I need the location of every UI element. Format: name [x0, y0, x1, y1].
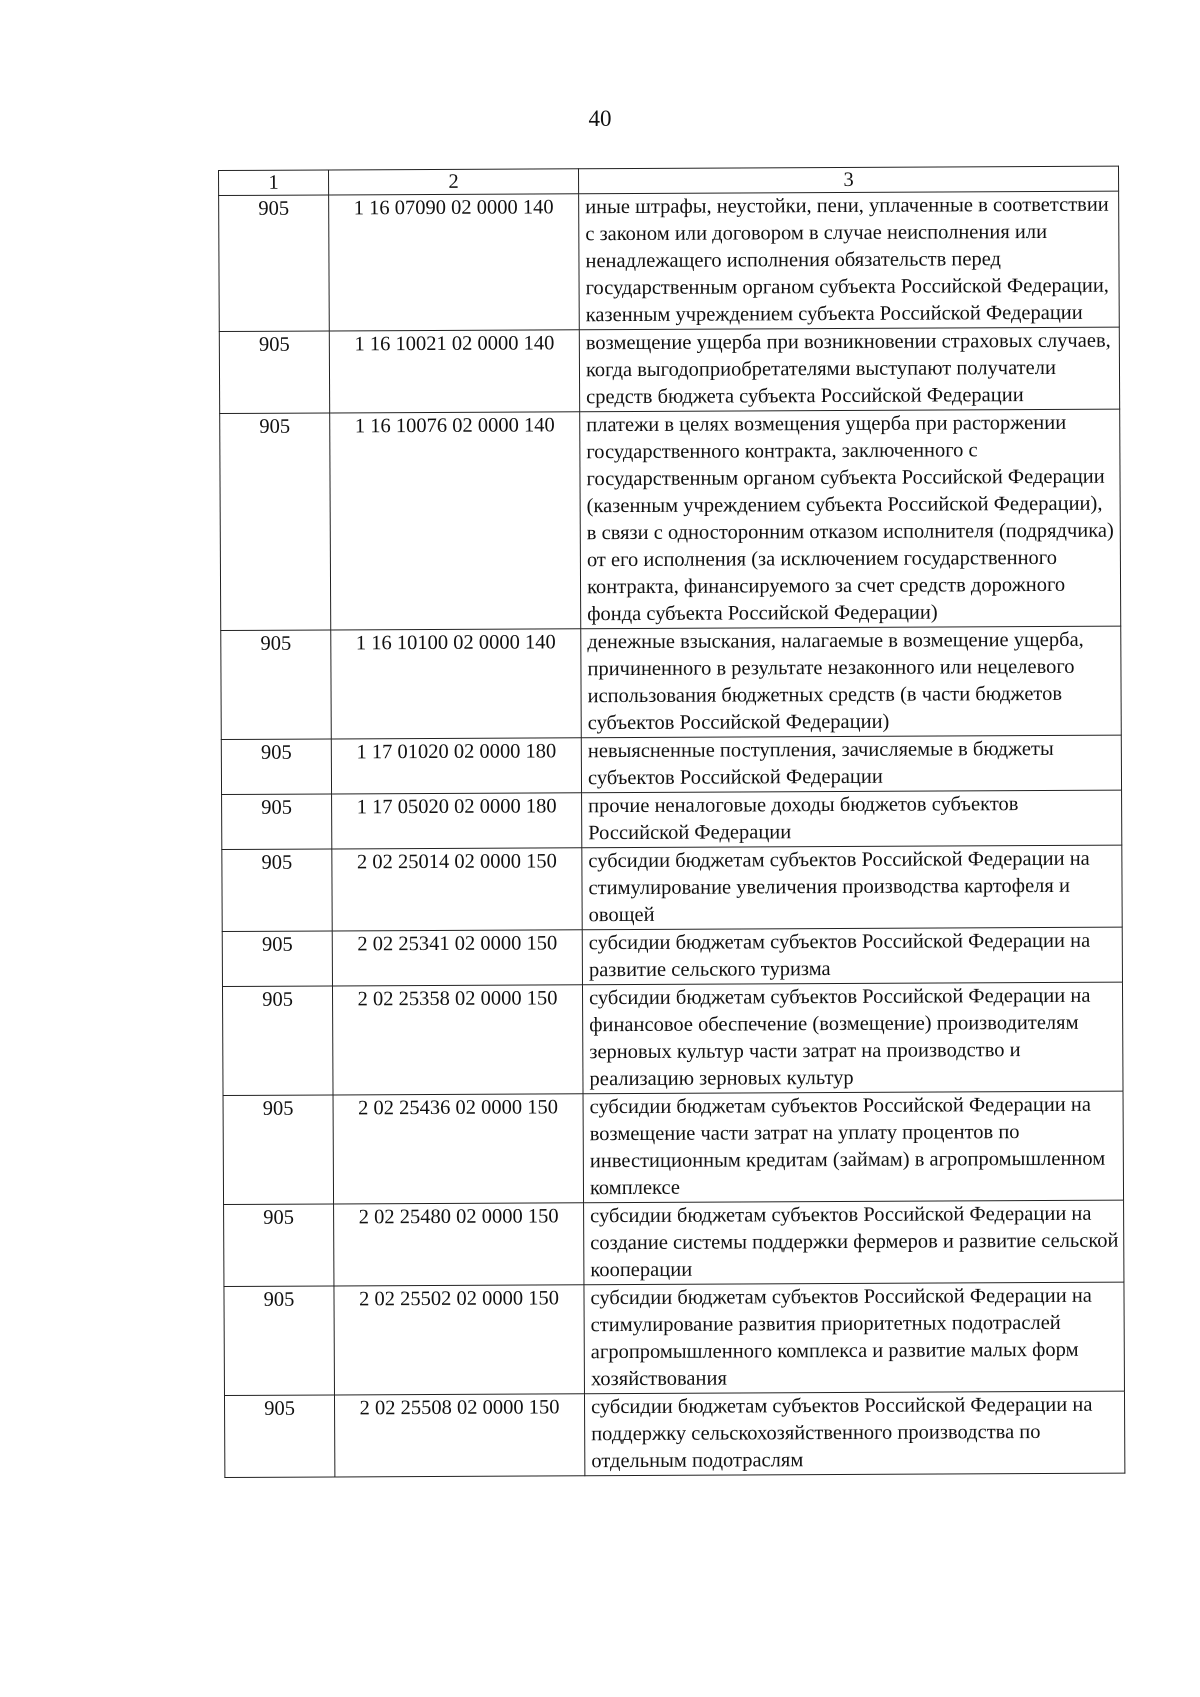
admin-code-cell: 905 [224, 1204, 334, 1287]
budget-classification-code-cell: 2 02 25508 02 0000 150 [334, 1394, 584, 1477]
admin-code-cell: 905 [221, 630, 332, 740]
budget-classification-code-cell: 2 02 25480 02 0000 150 [334, 1203, 584, 1286]
column-header-2: 2 [329, 169, 579, 195]
admin-code-cell: 905 [222, 794, 332, 850]
budget-classification-code-cell: 1 17 01020 02 0000 180 [331, 738, 581, 794]
table-row [219, 191, 1120, 331]
table-row [219, 327, 1119, 413]
revenue-description-cell: платежи в целях возмещения ущерба при расторжении государственного контракта, заключенного с государственным органом субъекта Российской Федерации (казенным учреждением субъекта Российской Федерации), в связи с односторонним отказом исполнителя (подрядчика) от его исполнения (за исключением государственного контракта, финансируемого за счет средств дорожного фонда субъекта Российской Федерации) [580, 409, 1121, 629]
budget-classification-code-cell: 1 16 07090 02 0000 140 [329, 194, 580, 331]
revenue-description-cell: субсидии бюджетам субъектов Российской Федерации на стимулирование развития приоритетных подотраслей агропромышленного комплекса и развитие малых форм хозяйствования [584, 1282, 1125, 1394]
revenue-codes-table [218, 166, 1125, 1478]
revenue-description-cell: невыясненные поступления, зачисляемые в бюджеты субъектов Российской Федерации [581, 735, 1121, 793]
admin-code-cell: 905 [222, 849, 332, 932]
table-row [222, 845, 1122, 931]
admin-code-cell: 905 [219, 331, 329, 414]
column-header-1: 1 [219, 170, 329, 196]
admin-code-cell: 905 [223, 1095, 334, 1205]
budget-classification-code-cell: 1 16 10100 02 0000 140 [331, 629, 582, 739]
budget-classification-code-cell: 2 02 25436 02 0000 150 [333, 1094, 584, 1204]
revenue-description-cell: субсидии бюджетам субъектов Российской Федерации на развитие сельского туризма [582, 927, 1122, 985]
budget-classification-code-cell: 1 16 10076 02 0000 140 [330, 412, 581, 630]
table-row [224, 1391, 1124, 1477]
budget-classification-code-cell: 2 02 25014 02 0000 150 [332, 848, 582, 931]
table-body [219, 191, 1125, 1477]
admin-code-cell: 905 [222, 931, 332, 987]
revenue-description-cell: иные штрафы, неустойки, пени, уплаченные в соответствии с законом или договором в случае неисполнения или ненадлежащего исполнения обязательств перед государственным органом субъекта Российской Федерации, казенным учреждением субъекта Российской Федерации [579, 191, 1120, 330]
revenue-description-cell: субсидии бюджетам субъектов Российской Федерации на стимулирование увеличения производства картофеля и овощей [582, 845, 1122, 930]
table-row [222, 927, 1122, 986]
admin-code-cell: 905 [222, 986, 333, 1096]
table-row [224, 1200, 1124, 1286]
budget-classification-code-cell: 1 16 10021 02 0000 140 [329, 330, 579, 413]
page-number: 40 [588, 106, 612, 131]
table-row [221, 735, 1121, 794]
revenue-description-cell: возмещение ущерба при возникновении страховых случаев, когда выгодоприобретателями выступают получатели средств бюджета субъекта Российской Федерации [579, 327, 1119, 412]
admin-code-cell: 905 [221, 739, 331, 795]
revenue-description-cell: субсидии бюджетам субъектов Российской Федерации на финансовое обеспечение (возмещение) производителям зерновых культур части затрат на производство и реализацию зерновых культур [582, 982, 1123, 1094]
admin-code-cell: 905 [224, 1395, 334, 1478]
table-row [221, 626, 1122, 739]
admin-code-cell: 905 [220, 413, 331, 631]
revenue-description-cell: прочие неналоговые доходы бюджетов субъектов Российской Федерации [582, 790, 1122, 848]
revenue-description-cell: денежные взыскания, налагаемые в возмещение ущерба, причиненного в результате незаконного или нецелевого использования бюджетных средств (в части бюджетов субъектов Российской Федерации) [581, 626, 1122, 738]
revenue-description-cell: субсидии бюджетам субъектов Российской Федерации на поддержку сельскохозяйственного производства по отдельным подотраслям [584, 1391, 1124, 1476]
revenue-description-cell: субсидии бюджетам субъектов Российской Федерации на создание системы поддержки фермеров и развитие сельской кооперации [584, 1200, 1124, 1285]
admin-code-cell: 905 [219, 195, 330, 332]
budget-classification-code-cell: 1 17 05020 02 0000 180 [332, 793, 582, 849]
table-row [222, 790, 1122, 849]
table-row [220, 409, 1121, 630]
column-header-3: 3 [578, 166, 1118, 194]
table-row [223, 1091, 1124, 1204]
table-row [222, 982, 1123, 1095]
budget-classification-code-cell: 2 02 25502 02 0000 150 [334, 1285, 585, 1395]
revenue-description-cell: субсидии бюджетам субъектов Российской Федерации на возмещение части затрат на уплату процентов по инвестиционным кредитам (займам) в агропромышленном комплексе [583, 1091, 1124, 1203]
table-row [224, 1282, 1125, 1395]
budget-classification-code-cell: 2 02 25341 02 0000 150 [332, 930, 582, 986]
budget-classification-code-cell: 2 02 25358 02 0000 150 [332, 985, 583, 1095]
admin-code-cell: 905 [224, 1286, 335, 1396]
